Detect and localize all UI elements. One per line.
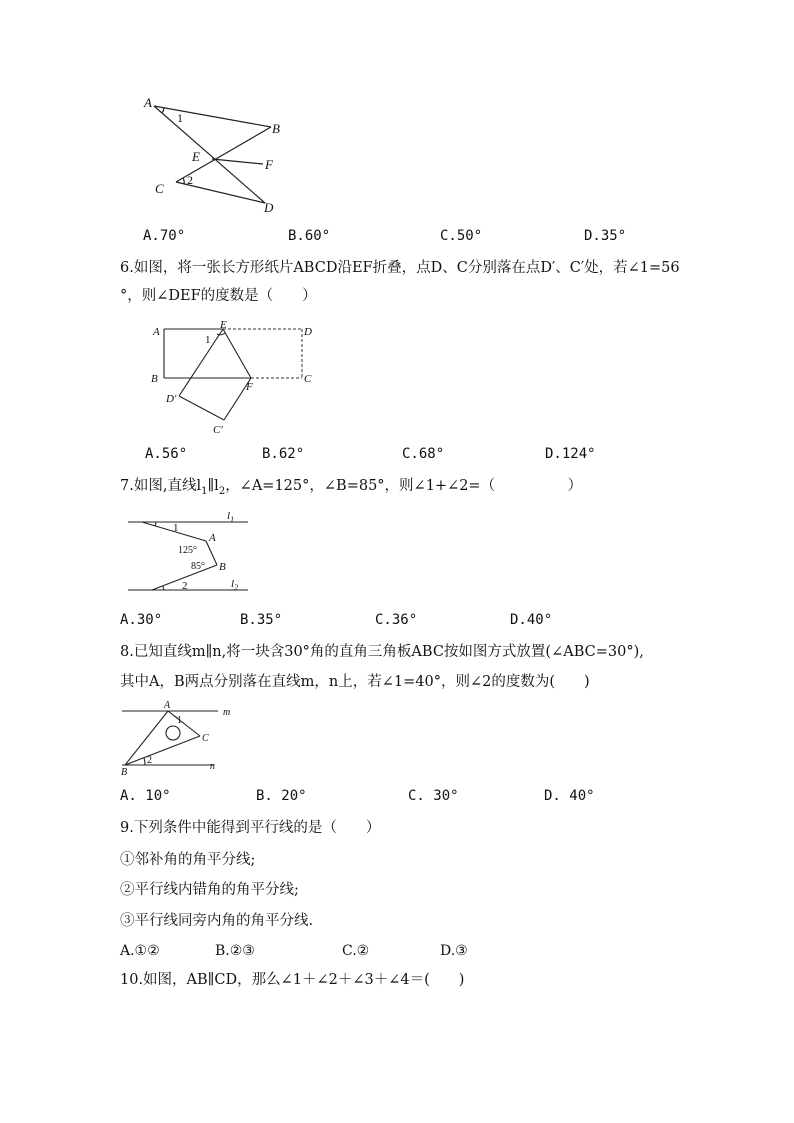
q7-stem-prefix: 7.如图,直线l bbox=[120, 478, 202, 494]
q8-figure bbox=[118, 700, 238, 778]
rect-d-label: D bbox=[304, 326, 312, 338]
q9-item-1: ①邻补角的角平分线; bbox=[120, 852, 256, 868]
q5-figure bbox=[140, 95, 290, 220]
point-a-label: A bbox=[209, 532, 216, 544]
point-b-label: B bbox=[272, 121, 280, 136]
point-c-label: C bbox=[202, 733, 209, 744]
line-n-label: n bbox=[210, 761, 215, 772]
angle-85-label: 85° bbox=[191, 561, 205, 572]
q9-stem: 9.下列条件中能得到平行线的是（ ） bbox=[120, 820, 381, 836]
point-e-label: E bbox=[192, 149, 200, 164]
q5-option-d[interactable]: D.35° bbox=[584, 228, 627, 244]
q6-stem-line1: 6.如图，将一张长方形纸片ABCD沿EF折叠，点D、C分别落在点D′、C′处，若∠1=56 bbox=[120, 260, 680, 276]
q7-stem bbox=[120, 476, 582, 502]
q8-option-d[interactable]: D. 40° bbox=[544, 788, 595, 804]
rect-f-label: F bbox=[246, 381, 253, 393]
q8-stem-line2: 其中A，B两点分别落在直线m，n上，若∠1=40°，则∠2的度数为( ) bbox=[120, 674, 590, 690]
q9-option-c[interactable]: C.② bbox=[342, 943, 370, 959]
q7-option-c[interactable]: C.36° bbox=[375, 612, 418, 628]
q8-stem-line1: 8.已知直线m∥n,将一块含30°角的直角三角板ABC按如图方式放置(∠ABC=30°), bbox=[120, 644, 644, 660]
angle-1-label: 1 bbox=[177, 111, 183, 125]
angle-1-label: 1 bbox=[173, 522, 179, 534]
point-a-label: A bbox=[144, 95, 152, 110]
q6-option-c[interactable]: C.68° bbox=[402, 446, 445, 462]
angle-2-label: 2 bbox=[147, 755, 152, 766]
q6-option-b[interactable]: B.62° bbox=[262, 446, 305, 462]
rect-c-label: C bbox=[304, 373, 312, 385]
angle-2-label: 2 bbox=[182, 580, 188, 592]
q9-option-b[interactable]: B.②③ bbox=[215, 943, 255, 959]
point-a-label: A bbox=[164, 700, 171, 711]
rect-c-prime-label: C′ bbox=[213, 424, 223, 436]
point-c-label: C bbox=[155, 181, 164, 196]
q9-item-2: ②平行线内错角的角平分线; bbox=[120, 882, 299, 898]
point-b-label: B bbox=[121, 767, 128, 778]
q10-stem: 10.如图，AB∥CD，那么∠1＋∠2＋∠3＋∠4＝( ) bbox=[120, 972, 465, 988]
q7-sub-2: 2 bbox=[218, 485, 226, 497]
q8-option-c[interactable]: C. 30° bbox=[408, 788, 459, 804]
point-b-label: B bbox=[219, 561, 226, 573]
point-d-label: D bbox=[264, 200, 274, 215]
q7-option-d[interactable]: D.40° bbox=[510, 612, 553, 628]
q6-stem-line2: °，则∠DEF的度数是（ ） bbox=[120, 288, 317, 304]
angle-1-label: 1 bbox=[177, 715, 182, 726]
rect-e-label: E bbox=[220, 320, 227, 331]
q5-option-b[interactable]: B.60° bbox=[288, 228, 331, 244]
rect-d-prime-label: D′ bbox=[166, 393, 177, 405]
line-m-label: m bbox=[223, 707, 231, 718]
q7-option-a[interactable]: A.30° bbox=[120, 612, 163, 628]
q8-option-a[interactable]: A. 10° bbox=[120, 788, 171, 804]
q7-figure bbox=[120, 505, 255, 595]
q8-option-b[interactable]: B. 20° bbox=[256, 788, 307, 804]
q9-item-3: ③平行线同旁内角的角平分线. bbox=[120, 913, 314, 929]
angle-1-label: 1 bbox=[205, 334, 211, 346]
q7-stem-suffix: ，∠A=125°，∠B=85°，则∠1+∠2=（ ） bbox=[225, 478, 583, 494]
angle-2-label: 2 bbox=[187, 173, 193, 187]
q6-option-a[interactable]: A.56° bbox=[145, 446, 188, 462]
q7-sub-1: 1 bbox=[201, 485, 208, 497]
rect-b-label: B bbox=[151, 373, 158, 385]
q9-option-d[interactable]: D.③ bbox=[440, 943, 468, 959]
q5-option-a[interactable]: A.70° bbox=[143, 228, 186, 244]
point-f-label: F bbox=[265, 157, 273, 172]
q7-option-b[interactable]: B.35° bbox=[240, 612, 283, 628]
q6-option-d[interactable]: D.124° bbox=[545, 446, 596, 462]
line-l2-label: $l_2$ bbox=[231, 578, 239, 592]
line-l1-label: $l_1$ bbox=[227, 510, 235, 524]
q9-option-a[interactable]: A.①② bbox=[120, 943, 160, 959]
q5-option-c[interactable]: C.50° bbox=[440, 228, 483, 244]
q7-stem-mid: ∥l bbox=[207, 478, 219, 494]
rect-a-label: A bbox=[153, 326, 160, 338]
q6-figure bbox=[145, 320, 320, 440]
angle-125-label: 125° bbox=[178, 545, 197, 556]
